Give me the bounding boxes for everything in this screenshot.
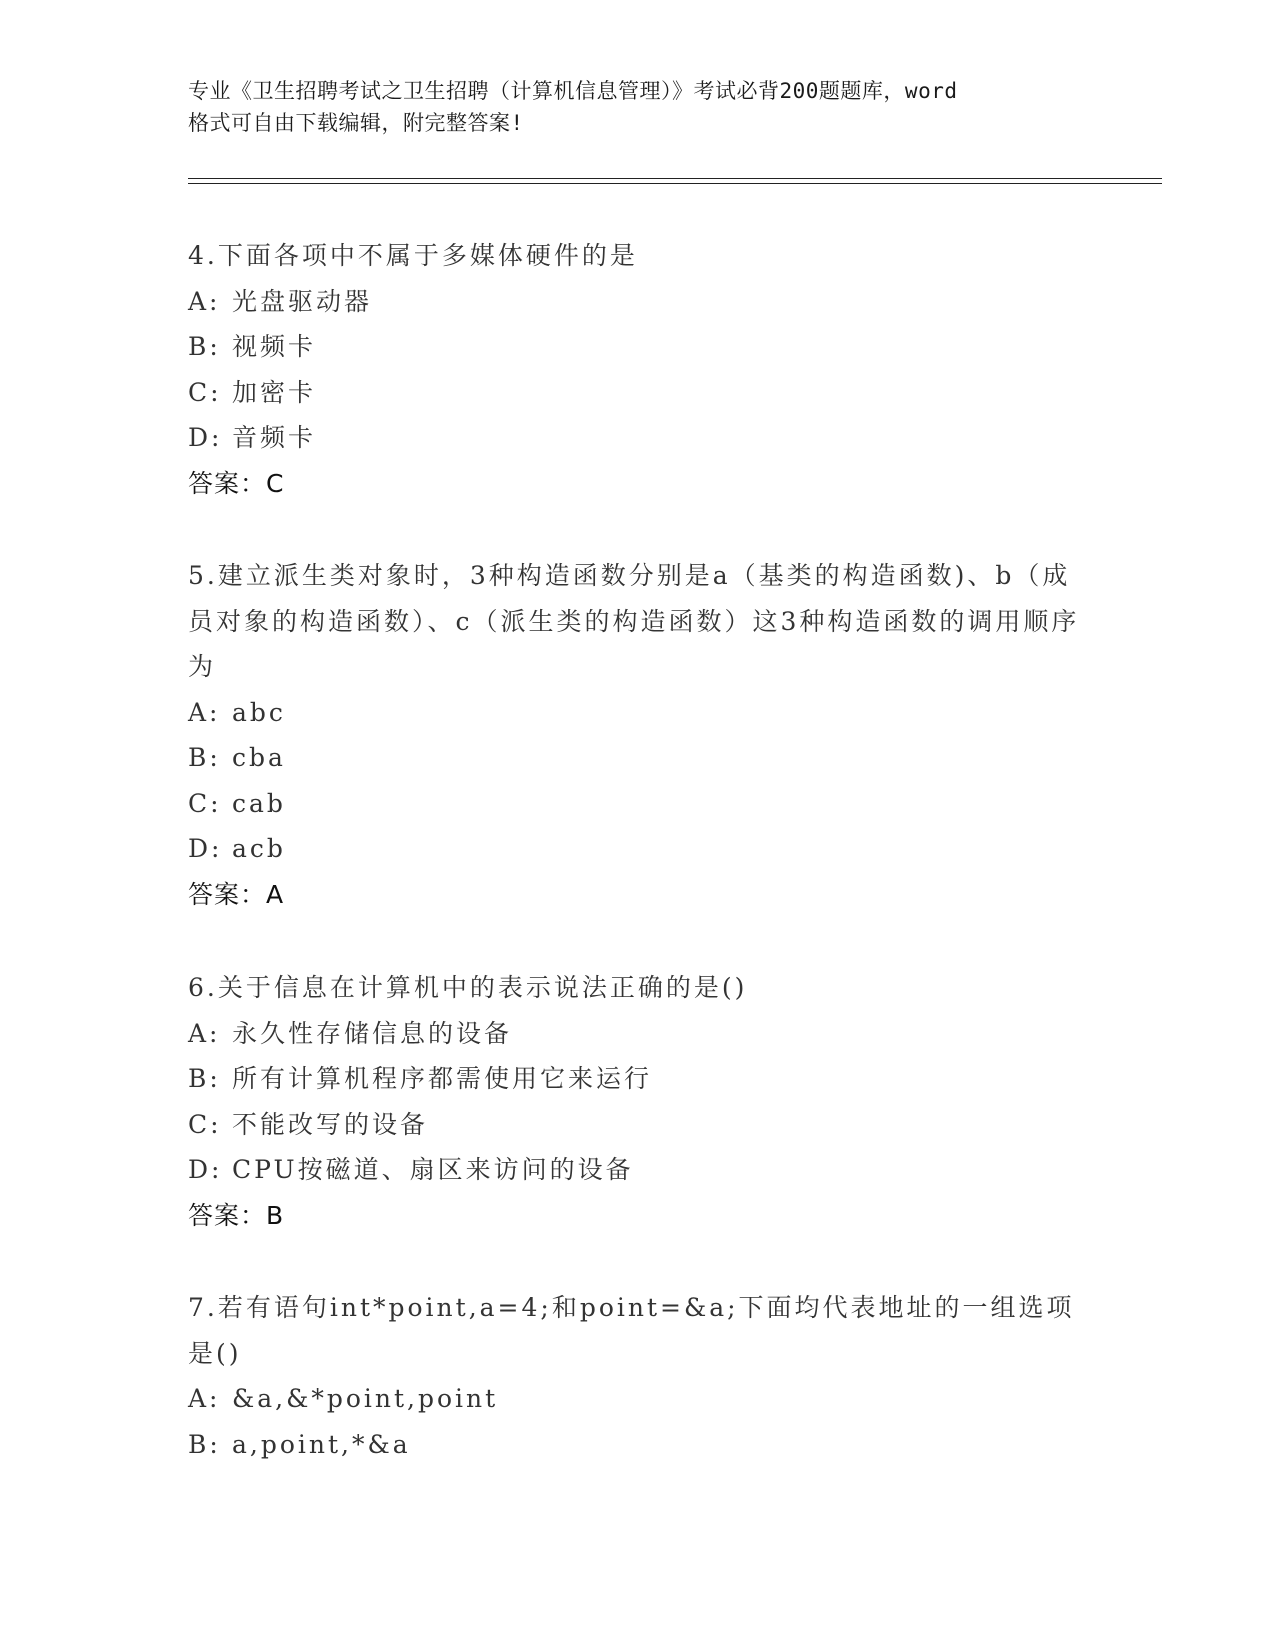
option-text: cba bbox=[232, 743, 286, 772]
option-letter: C: bbox=[188, 788, 222, 818]
option-b bbox=[188, 324, 1088, 370]
option-text: &a,&*point,point bbox=[232, 1384, 499, 1413]
question-text: 4.下面各项中不属于多媒体硬件的是 bbox=[188, 241, 638, 270]
option-c bbox=[188, 781, 1088, 827]
header-divider-bottom bbox=[188, 183, 1162, 184]
option-b bbox=[188, 735, 1088, 781]
option-d bbox=[188, 1147, 1088, 1193]
question-text: 7.若有语句int*point,a=4;和point=&a;下面均代表地址的一组选项是() bbox=[188, 1293, 1075, 1368]
option-text: acb bbox=[232, 834, 286, 863]
option-letter: A: bbox=[188, 1384, 221, 1413]
answer: 答案：A bbox=[188, 879, 285, 909]
document-header bbox=[188, 75, 1108, 139]
question-5 bbox=[188, 553, 1088, 917]
option-letter: A: bbox=[188, 286, 221, 316]
option-letter: C: bbox=[188, 377, 222, 407]
option-letter: A: bbox=[188, 697, 221, 727]
option-letter: B: bbox=[188, 743, 221, 772]
option-letter: D: bbox=[188, 834, 223, 863]
option-letter: C: bbox=[188, 1109, 222, 1139]
option-b bbox=[188, 1422, 1088, 1468]
option-letter: D: bbox=[188, 423, 223, 452]
option-d bbox=[188, 826, 1088, 872]
option-text: CPU按磁道、扇区来访问的设备 bbox=[232, 1155, 634, 1184]
option-text: 音频卡 bbox=[232, 423, 317, 452]
option-letter: B: bbox=[188, 1064, 221, 1093]
header-divider-top bbox=[188, 178, 1162, 179]
question-7 bbox=[188, 1285, 1088, 1467]
header-line-2: 格式可自由下载编辑，附完整答案! bbox=[188, 111, 524, 135]
option-text: 光盘驱动器 bbox=[232, 286, 373, 316]
option-c bbox=[188, 1102, 1088, 1148]
option-text: abc bbox=[232, 697, 286, 727]
option-letter: B: bbox=[188, 1429, 221, 1459]
option-a bbox=[188, 279, 1088, 325]
option-text: 视频卡 bbox=[232, 332, 317, 361]
option-letter: B: bbox=[188, 332, 221, 361]
option-c bbox=[188, 370, 1088, 416]
option-letter: D: bbox=[188, 1155, 223, 1184]
question-text: 5.建立派生类对象时，3种构造函数分别是a（基类的构造函数)、b（成员对象的构造函数）、c（派生类的构造函数）这3种构造函数的调用顺序为 bbox=[188, 561, 1080, 681]
option-text: 不能改写的设备 bbox=[232, 1109, 429, 1139]
question-6 bbox=[188, 965, 1088, 1238]
answer: 答案：C bbox=[188, 468, 285, 498]
option-text: a,point,*&a bbox=[232, 1429, 411, 1459]
option-letter: A: bbox=[188, 1018, 221, 1048]
option-text: 永久性存储信息的设备 bbox=[232, 1018, 513, 1048]
header-line-1: 专业《卫生招聘考试之卫生招聘（计算机信息管理）》考试必背200题题库，word bbox=[188, 79, 958, 103]
option-b bbox=[188, 1056, 1088, 1102]
option-a bbox=[188, 1011, 1088, 1057]
answer: 答案：B bbox=[188, 1200, 285, 1230]
question-4 bbox=[188, 233, 1088, 506]
question-text: 6.关于信息在计算机中的表示说法正确的是() bbox=[188, 973, 748, 1002]
option-text: 所有计算机程序都需使用它来运行 bbox=[232, 1064, 653, 1093]
option-text: 加密卡 bbox=[232, 377, 317, 407]
option-a bbox=[188, 1376, 1088, 1422]
option-d bbox=[188, 415, 1088, 461]
option-a bbox=[188, 690, 1088, 736]
option-text: cab bbox=[232, 788, 286, 818]
